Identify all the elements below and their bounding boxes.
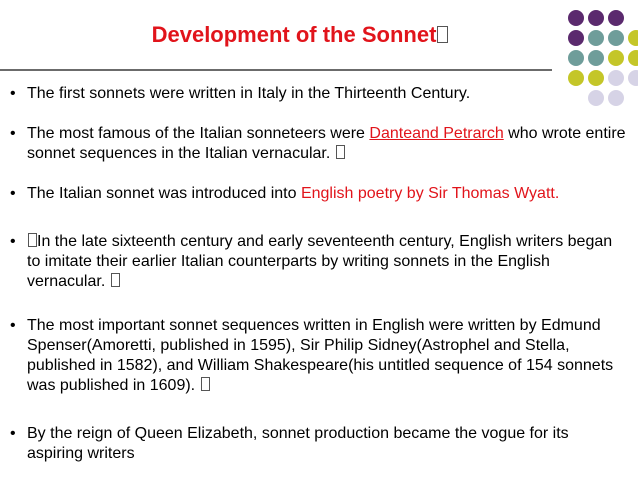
dante-petrarch-link[interactable]: Danteand Petrarch <box>369 125 504 142</box>
decorative-dot <box>588 50 604 66</box>
missing-glyph-icon <box>336 145 345 159</box>
decorative-dot <box>628 70 638 86</box>
bullet-text <box>27 124 627 164</box>
decorative-dot <box>608 30 624 46</box>
decorative-dot <box>588 30 604 46</box>
bullet-text: By the reign of Queen Elizabeth, sonnet production became the vogue for its aspiring writers <box>27 425 569 462</box>
decorative-dot <box>588 10 604 26</box>
missing-glyph-icon <box>28 233 37 247</box>
slide-title-text: Development of the Sonnet <box>151 22 437 47</box>
bullet-mark: • <box>10 425 16 442</box>
bullet-mark: • <box>10 233 16 250</box>
missing-glyph-icon <box>111 273 120 287</box>
bullet-text-after: who wrote entire sonnet sequences in the Italian vernacular. <box>27 125 626 162</box>
bullet-text <box>27 184 627 204</box>
missing-glyph-icon <box>201 377 210 391</box>
bullet-mark: • <box>10 85 16 102</box>
bullet-mark: • <box>10 317 16 334</box>
bullet-text-body: In the late sixteenth century and early seventeenth century, English writers began to imitate their earlier Italian counterparts by writing sonnets in the English vernacular. <box>27 233 613 290</box>
decorative-dot <box>568 50 584 66</box>
slide-title <box>100 22 500 48</box>
decorative-dot <box>568 10 584 26</box>
bullet-text-body: The most important sonnet sequences written in English were written by Edmund Spenser(Amoretti, published in 1595), Sir Philip Sidney(Astrophel and Stella, published in 1582), and William Shakespeare(his untitled sequence of 154 sonnets was published in 1609). <box>27 317 614 394</box>
bullet-highlight: English poetry by Sir Thomas Wyatt. <box>300 185 560 202</box>
decorative-dot <box>628 50 638 66</box>
decorative-dot <box>608 10 624 26</box>
decorative-dot <box>628 30 638 46</box>
bullet-text: The first sonnets were written in Italy in the Thirteenth Century. <box>27 85 471 102</box>
bullet-text-before: The Italian sonnet was introduced into <box>27 185 301 202</box>
bullet-text <box>27 232 627 292</box>
decorative-dot <box>568 30 584 46</box>
missing-glyph-icon <box>437 26 448 43</box>
bullet-text <box>27 316 627 396</box>
decorative-dot <box>608 50 624 66</box>
bullet-text-before: The most famous of the Italian sonneteers were <box>27 125 370 142</box>
bullet-mark: • <box>10 185 16 202</box>
bullet-mark: • <box>10 125 16 142</box>
title-divider <box>0 69 552 71</box>
